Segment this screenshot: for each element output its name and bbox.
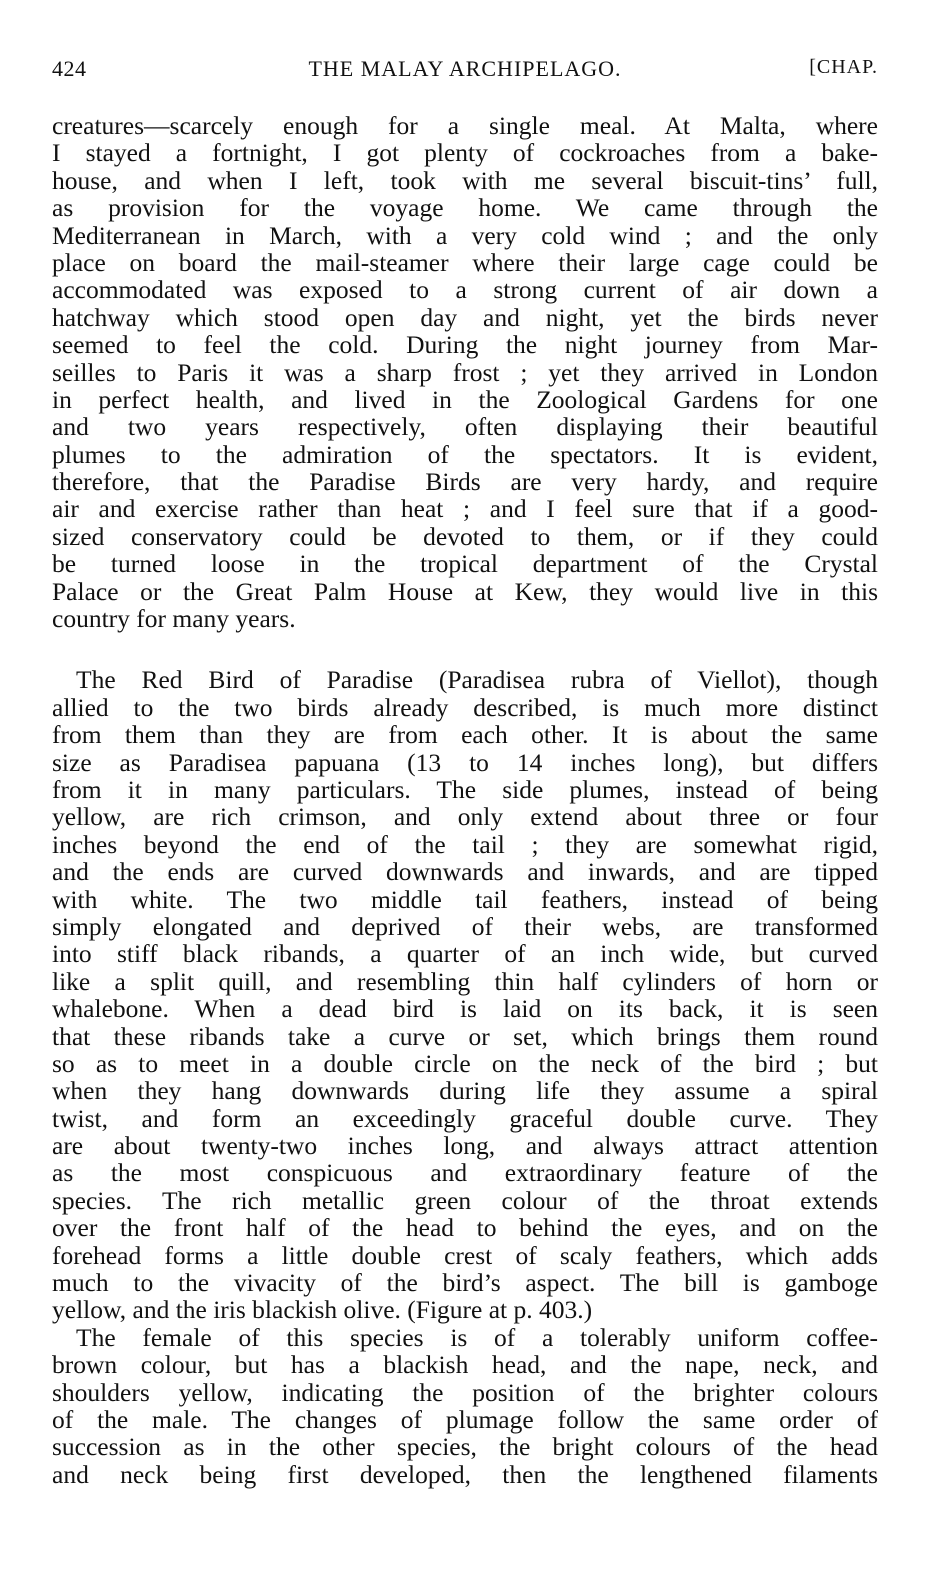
text-line: Palace or the Great Palm House at Kew, they would live in this bbox=[52, 576, 878, 606]
text-line: sized conservatory could be devoted to them, or if they could bbox=[52, 521, 878, 551]
text-line: size as Paradisea papuana (13 to 14 inches long), but differs bbox=[52, 747, 878, 777]
text-line: much to the vivacity of the bird’s aspect. The bill is gamboge bbox=[52, 1268, 878, 1298]
text-line: so as to meet in a double circle on the neck of the bird ; but bbox=[52, 1048, 878, 1078]
text-line: yellow, are rich crimson, and only extend about three or four bbox=[52, 802, 878, 832]
text-line: are about twenty-two inches long, and always attract attention bbox=[52, 1131, 878, 1161]
text-line: and neck being first developed, then the lengthened filaments bbox=[52, 1459, 878, 1489]
text-line: from them than they are from each other. It is about the same bbox=[52, 720, 878, 750]
text-line: and the ends are curved downwards and inwards, and are tipped bbox=[52, 857, 878, 887]
text-line: over the front half of the head to behind the eyes, and on the bbox=[52, 1213, 878, 1243]
text-line: place on board the mail-steamer where their large cage could be bbox=[52, 247, 878, 277]
text-line: of the male. The changes of plumage follow the same order of bbox=[52, 1404, 878, 1434]
text-line: The Red Bird of Paradise (Paradisea rubra of Viellot), though bbox=[76, 665, 878, 695]
text-line: as provision for the voyage home. We came through the bbox=[52, 193, 878, 223]
text-line: shoulders yellow, indicating the position of the brighter colours bbox=[52, 1377, 878, 1407]
text-line: country for many years. bbox=[52, 604, 296, 634]
text-line: brown colour, but has a blackish head, and the nape, neck, and bbox=[52, 1350, 878, 1380]
text-line: Mediterranean in March, with a very cold wind ; and the only bbox=[52, 220, 878, 250]
text-line: allied to the two birds already described, is much more distinct bbox=[52, 692, 878, 722]
text-line: hatchway which stood open day and night, yet the birds never bbox=[52, 302, 878, 332]
text-line: inches beyond the end of the tail ; they are somewhat rigid, bbox=[52, 829, 878, 859]
paragraph bbox=[52, 666, 878, 1323]
text-line: yellow, and the iris blackish olive. (Figure at p. 403.) bbox=[52, 1295, 593, 1325]
text-line: from it in many particulars. The side plumes, instead of being bbox=[52, 774, 878, 804]
text-line: accommodated was exposed to a strong current of air down a bbox=[52, 275, 878, 305]
text-line: forehead forms a little double crest of scaly feathers, which adds bbox=[52, 1240, 878, 1270]
text-line: when they hang downwards during life they assume a spiral bbox=[52, 1076, 878, 1106]
text-line: species. The rich metallic green colour of the throat extends bbox=[52, 1185, 878, 1215]
text-line: be turned loose in the tropical department of the Crystal bbox=[52, 549, 878, 579]
text-line: whalebone. When a dead bird is laid on its back, it is seen bbox=[52, 994, 878, 1024]
text-line: that these ribands take a curve or set, which brings them round bbox=[52, 1021, 878, 1051]
text-line: air and exercise rather than heat ; and I feel sure that if a good- bbox=[52, 494, 878, 524]
text-line: like a split quill, and resembling thin half cylinders of horn or bbox=[52, 966, 878, 996]
text-line: simply elongated and deprived of their webs, are transformed bbox=[52, 911, 878, 941]
text-line: as the most conspicuous and extraordinary feature of the bbox=[52, 1158, 878, 1188]
text-line: twist, and form an exceedingly graceful double curve. They bbox=[52, 1103, 878, 1133]
text-line: therefore, that the Paradise Birds are very hardy, and require bbox=[52, 467, 878, 497]
text-line: with white. The two middle tail feathers, instead of being bbox=[52, 884, 878, 914]
text-line: house, and when I left, took with me several biscuit-tins’ full, bbox=[52, 165, 878, 195]
text-line: into stiff black ribands, a quarter of an inch wide, but curved bbox=[52, 939, 878, 969]
text-line: plumes to the admiration of the spectators. It is evident, bbox=[52, 439, 878, 469]
text-line: in perfect health, and lived in the Zoological Gardens for one bbox=[52, 384, 878, 414]
text-line: The female of this species is of a tolerably uniform coffee- bbox=[76, 1322, 878, 1352]
paragraph bbox=[52, 112, 878, 632]
body-text bbox=[52, 112, 878, 1488]
book-title: THE MALAY ARCHIPELAGO. bbox=[308, 56, 622, 81]
text-line: creatures—scarcely enough for a single meal. At Malta, where bbox=[52, 111, 878, 140]
text-line: and two years respectively, often displaying their beautiful bbox=[52, 412, 878, 442]
page-number: 424 bbox=[52, 56, 87, 81]
chapter-marker: [CHAP. bbox=[809, 56, 878, 78]
running-head bbox=[52, 56, 878, 88]
text-line: seemed to feel the cold. During the night journey from Mar- bbox=[52, 330, 878, 360]
text-line: I stayed a fortnight, I got plenty of cockroaches from a bake- bbox=[52, 138, 878, 168]
text-line: seilles to Paris it was a sharp frost ; yet they arrived in London bbox=[52, 357, 878, 387]
paragraph bbox=[52, 1324, 878, 1488]
text-line: succession as in the other species, the bright colours of the head bbox=[52, 1432, 878, 1462]
